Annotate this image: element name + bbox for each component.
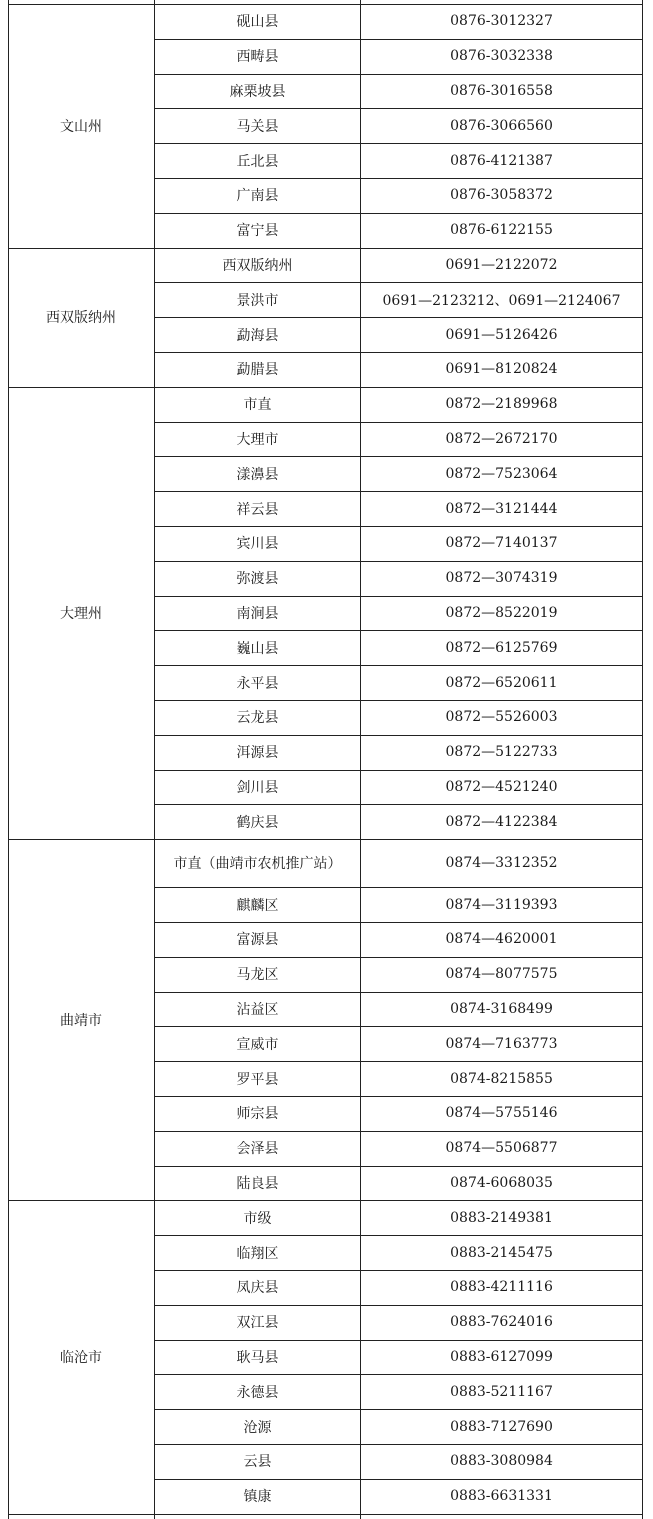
phone-cell: 0872—7140137 (445, 535, 558, 552)
county-cell: 陆良县 (236, 1175, 279, 1192)
county-cell: 师宗县 (236, 1106, 279, 1123)
row-divider (154, 700, 643, 701)
phone-cell: 0691—2123212、0691—2124067 (382, 292, 621, 309)
county-cell: 西畴县 (236, 49, 279, 66)
phone-cell: 0876-3058372 (450, 187, 553, 204)
county-cell: 丘北县 (236, 153, 279, 170)
row-divider (154, 39, 643, 40)
county-cell: 镇康 (243, 1489, 272, 1506)
row-divider (154, 630, 643, 631)
county-cell: 临翔区 (236, 1245, 279, 1262)
county-cell: 洱源县 (236, 745, 279, 762)
row-divider (154, 74, 643, 75)
county-cell: 麒麟区 (236, 897, 279, 914)
row-divider (154, 770, 643, 771)
phone-cell: 0872—5122733 (445, 744, 558, 761)
row-divider (154, 992, 643, 993)
phone-cell: 0883-2149381 (450, 1209, 553, 1226)
county-cell: 麻栗坡县 (229, 83, 286, 100)
row-divider (154, 1096, 643, 1097)
row-divider (154, 1131, 643, 1132)
row-divider (154, 1166, 643, 1167)
phone-cell: 0691—5126426 (445, 326, 558, 343)
county-cell: 沾益区 (236, 1001, 279, 1018)
row-divider (154, 1061, 643, 1062)
row-divider (154, 317, 643, 318)
county-cell: 凤庆县 (236, 1280, 279, 1297)
table-vertical-line (360, 0, 361, 1519)
row-divider (154, 596, 643, 597)
phone-cell: 0872—2672170 (445, 430, 558, 447)
county-cell: 西双版纳州 (222, 257, 293, 274)
county-cell: 双江县 (236, 1315, 279, 1332)
row-divider (154, 922, 643, 923)
row-divider (154, 1409, 643, 1410)
county-cell: 富宁县 (236, 223, 279, 240)
phone-cell: 0883-6631331 (450, 1488, 553, 1505)
row-divider (154, 665, 643, 666)
row-divider (154, 1026, 643, 1027)
row-divider (154, 957, 643, 958)
county-cell: 大理市 (236, 431, 279, 448)
phone-cell: 0872—6520611 (445, 674, 558, 691)
county-cell: 剑川县 (236, 779, 279, 796)
phone-cell: 0874—4620001 (445, 931, 558, 948)
table-vertical-line (8, 0, 9, 1519)
group-divider (8, 4, 643, 5)
row-divider (154, 887, 643, 888)
county-cell: 南涧县 (236, 605, 279, 622)
county-cell: 宾川县 (236, 536, 279, 553)
row-divider (154, 1270, 643, 1271)
phone-cell: 0874—5755146 (445, 1105, 558, 1122)
row-divider (154, 178, 643, 179)
phone-cell: 0876-3032338 (450, 48, 553, 65)
phone-cell: 0876-3016558 (450, 82, 553, 99)
county-cell: 云县 (243, 1454, 272, 1471)
county-cell: 市直 (243, 397, 272, 414)
phone-cell: 0883-3080984 (450, 1453, 553, 1470)
row-divider (154, 1444, 643, 1445)
phone-cell: 0883-2145475 (450, 1244, 553, 1261)
row-divider (154, 422, 643, 423)
row-divider (154, 282, 643, 283)
region-cell: 文山州 (60, 118, 102, 135)
county-cell: 富源县 (236, 932, 279, 949)
table-vertical-line (642, 0, 643, 1519)
county-cell: 永德县 (236, 1384, 279, 1401)
county-cell: 耿马县 (236, 1349, 279, 1366)
group-divider (8, 1200, 643, 1201)
region-cell: 曲靖市 (60, 1012, 102, 1029)
phone-cell: 0872—4521240 (445, 778, 558, 795)
phone-cell: 0872—2189968 (445, 396, 558, 413)
county-cell: 弥渡县 (236, 571, 279, 588)
county-cell: 勐海县 (236, 327, 279, 344)
county-cell: 景洪市 (236, 292, 279, 309)
county-cell: 巍山县 (236, 640, 279, 657)
row-divider (154, 526, 643, 527)
group-divider (8, 387, 643, 388)
phone-cell: 0691—2122072 (445, 256, 558, 273)
row-divider (154, 1340, 643, 1341)
row-divider (154, 1235, 643, 1236)
row-divider (154, 1479, 643, 1480)
row-divider (154, 352, 643, 353)
phone-cell: 0876-3066560 (450, 117, 553, 134)
phone-cell: 0691—8120824 (445, 361, 558, 378)
row-divider (154, 561, 643, 562)
row-divider (154, 456, 643, 457)
phone-cell: 0872—7523064 (445, 465, 558, 482)
county-cell: 漾濞县 (236, 466, 279, 483)
county-cell: 广南县 (236, 188, 279, 205)
county-cell: 马关县 (236, 118, 279, 135)
row-divider (154, 143, 643, 144)
county-cell: 宣威市 (236, 1036, 279, 1053)
phone-cell: 0872—5526003 (445, 709, 558, 726)
group-divider (8, 1514, 643, 1515)
group-divider (8, 839, 643, 840)
county-cell: 祥云县 (236, 501, 279, 518)
phone-cell: 0874—3119393 (445, 896, 558, 913)
phone-cell: 0883-6127099 (450, 1348, 553, 1365)
phone-cell: 0883-4211116 (450, 1279, 553, 1296)
row-divider (154, 491, 643, 492)
phone-cell: 0872—3074319 (445, 570, 558, 587)
phone-cell: 0876-6122155 (450, 222, 553, 239)
phone-cell: 0883-5211167 (450, 1383, 553, 1400)
county-cell: 马龙区 (236, 967, 279, 984)
row-divider (154, 1374, 643, 1375)
county-cell: 砚山县 (236, 14, 279, 31)
phone-cell: 0883-7624016 (450, 1314, 553, 1331)
phone-cell: 0872—3121444 (445, 500, 558, 517)
phone-cell: 0874—7163773 (445, 1035, 558, 1052)
row-divider (154, 108, 643, 109)
county-cell: 罗平县 (236, 1071, 279, 1088)
table-vertical-line (154, 0, 155, 1519)
phone-cell: 0876-4121387 (450, 152, 553, 169)
row-divider (154, 735, 643, 736)
phone-cell: 0872—6125769 (445, 639, 558, 656)
phone-cell: 0874—3312352 (445, 855, 558, 872)
phone-cell: 0874-3168499 (450, 1000, 553, 1017)
county-cell: 市直（曲靖市农机推广站） (173, 856, 342, 873)
county-cell: 会泽县 (236, 1141, 279, 1158)
group-divider (8, 248, 643, 249)
phone-cell: 0874—5506877 (445, 1140, 558, 1157)
county-cell: 云龙县 (236, 710, 279, 727)
phone-cell: 0872—4122384 (445, 813, 558, 830)
row-divider (154, 213, 643, 214)
phone-cell: 0883-7127690 (450, 1418, 553, 1435)
region-cell: 大理州 (60, 605, 102, 622)
phone-cell: 0874-6068035 (450, 1174, 553, 1191)
row-divider (154, 1305, 643, 1306)
phone-cell: 0872—8522019 (445, 604, 558, 621)
region-cell: 西双版纳州 (46, 310, 116, 327)
county-cell: 永平县 (236, 675, 279, 692)
phone-cell: 0874-8215855 (450, 1070, 553, 1087)
county-cell: 勐腊县 (236, 362, 279, 379)
county-cell: 沧源 (243, 1419, 272, 1436)
phone-cell: 0876-3012327 (450, 13, 553, 30)
phone-cell: 0874—8077575 (445, 966, 558, 983)
region-cell: 临沧市 (60, 1349, 102, 1366)
county-cell: 鹤庆县 (236, 814, 279, 831)
row-divider (154, 804, 643, 805)
county-cell: 市级 (243, 1210, 272, 1227)
